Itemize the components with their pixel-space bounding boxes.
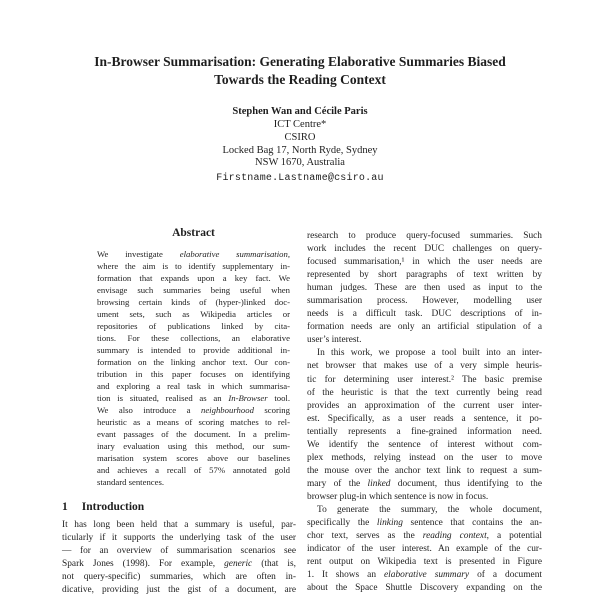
text-line: rent output on Wikipedia text is presented in Figure (307, 557, 542, 568)
text-line: not query-specific) summaries, which are often in- (62, 572, 296, 583)
affiliation-line-state: NSW 1670, Australia (255, 157, 345, 169)
text-line: mary of the linked document, thus identifying to the (307, 478, 542, 489)
text-line: summary is intended to provide additional in- (97, 345, 290, 355)
text-line: We also introduce a neighbourhood scoring (97, 405, 290, 415)
text-line: browsing certain kinds of (hyper-)linked doc- (97, 297, 290, 307)
right-column-text (307, 230, 542, 595)
section-title: Introduction (81, 501, 145, 513)
text-line: To generate the summary, the whole document, (317, 504, 542, 515)
text-line: specifically the linking sentence that contains the an- (307, 518, 542, 529)
text-line: ticularly if it supports the underlying task of the user (62, 533, 296, 544)
text-line: and achieves a recall of 57% annotated gold (97, 465, 290, 475)
text-line: tentially represents a fine-grained information need. (307, 426, 542, 437)
text-line: human judges. These are then used as input to the (307, 283, 542, 294)
introduction-text (62, 519, 296, 597)
text-line: evant passages of the document. In a prelim- (97, 429, 290, 439)
text-line: chor text, serves as the reading context, a potential (307, 531, 542, 542)
affiliation-block (0, 119, 600, 170)
text-line: envisage such summaries being useful when (97, 285, 290, 295)
text-line: inary evaluation using this method, our sum- (97, 441, 290, 451)
text-line: tic for determining user interest.² The basic premise (307, 374, 542, 385)
affiliation-line-csiro: CSIRO (284, 131, 316, 143)
text-line: indicator of the user interest. An example of the cur- (307, 544, 542, 555)
text-line: repositories of publications linked by cita- (97, 321, 290, 331)
section-number: 1 (62, 501, 68, 513)
text-line: summarisation process. However, modelling user (307, 296, 542, 307)
text-line: heuristic as a means of scoring matches to rel- (97, 417, 290, 427)
text-line: est. Specifically, as a user reads a sentence, it po- (307, 413, 542, 424)
text-line: where the aim is to identify supplementary in- (97, 261, 290, 271)
text-line: user’s interest. (307, 335, 362, 346)
text-line: about the Space Shuttle Discovery expanding on the (307, 583, 542, 594)
text-line: formation that expands upon a key fact. We (97, 273, 290, 283)
text-line: We investigate elaborative summarisation, (97, 249, 290, 259)
text-line: research to produce query-focused summaries. Such (307, 231, 542, 241)
text-line: tions. For these collections, an elaborative (97, 333, 290, 343)
text-line: browser plug-in which sentence is now in focus. (307, 491, 489, 502)
paper-title (30, 53, 570, 88)
text-line: ument sets, such as Wikipedia articles or (97, 309, 290, 319)
text-line: net browser that makes use of a very simple heuris- (307, 361, 542, 372)
text-line: provides an approximation of the current user inter- (307, 400, 542, 411)
text-line: 1. It shows an elaborative summary of a document (307, 570, 542, 581)
affiliation-line-address: Locked Bag 17, North Ryde, Sydney (222, 144, 378, 156)
text-line: — for an overview of summarisation scenarios see (62, 546, 296, 557)
text-line: represented by short paragraphs of text written by (307, 270, 542, 281)
text-line: standard sentences. (97, 477, 165, 487)
text-line: needs is a difficult task. DUC descriptions of in- (307, 309, 542, 320)
affiliation-line-ict-centre: ICT Centre* (273, 119, 327, 130)
text-line: of the heuristic is that the text currently being read (307, 387, 542, 398)
abstract-heading: Abstract (172, 227, 215, 239)
text-line: work includes the recent DUC challenges on query- (307, 244, 542, 255)
paper-title-line-2: Towards the Reading Context (214, 71, 386, 87)
text-line: the mouse over the anchor text link to request a sum- (307, 465, 542, 476)
text-line: We identify the sentence of interest without com- (307, 439, 542, 450)
author-names: Stephen Wan and Cécile Paris (232, 106, 368, 117)
paper-title-line-1: In-Browser Summarisation: Generating Elaborative Summaries Biased (94, 54, 506, 69)
text-line: and exploring a real task in which summarisa- (97, 381, 290, 391)
text-line: Spark Jones (1998). For example, generic (that is, (62, 559, 296, 570)
text-line: formation needs are only an artificial stipulation of a (307, 322, 542, 333)
text-line: In this work, we propose a tool built into an inter- (317, 348, 542, 359)
section-heading-introduction (62, 501, 296, 513)
text-line: dicative, providing just the gist of a document, are (62, 585, 296, 596)
text-line: focused summarisation,¹ in which the user needs are (307, 257, 542, 268)
abstract-text (97, 248, 290, 488)
text-line: marisation system scores above our baselines (97, 453, 290, 463)
text-line: formation on the linking anchor text. Our con- (97, 357, 290, 367)
text-line: It has long been held that a summary is useful, par- (62, 520, 296, 530)
text-line: tion is situated, realised as an In-Browser tool. (97, 393, 291, 403)
text-line: plex methods, relying instead on the user to move (307, 452, 542, 463)
contact-email: Firstname.Lastname@csiro.au (216, 173, 384, 184)
text-line: tribution in this paper focuses on identifying (97, 369, 290, 379)
